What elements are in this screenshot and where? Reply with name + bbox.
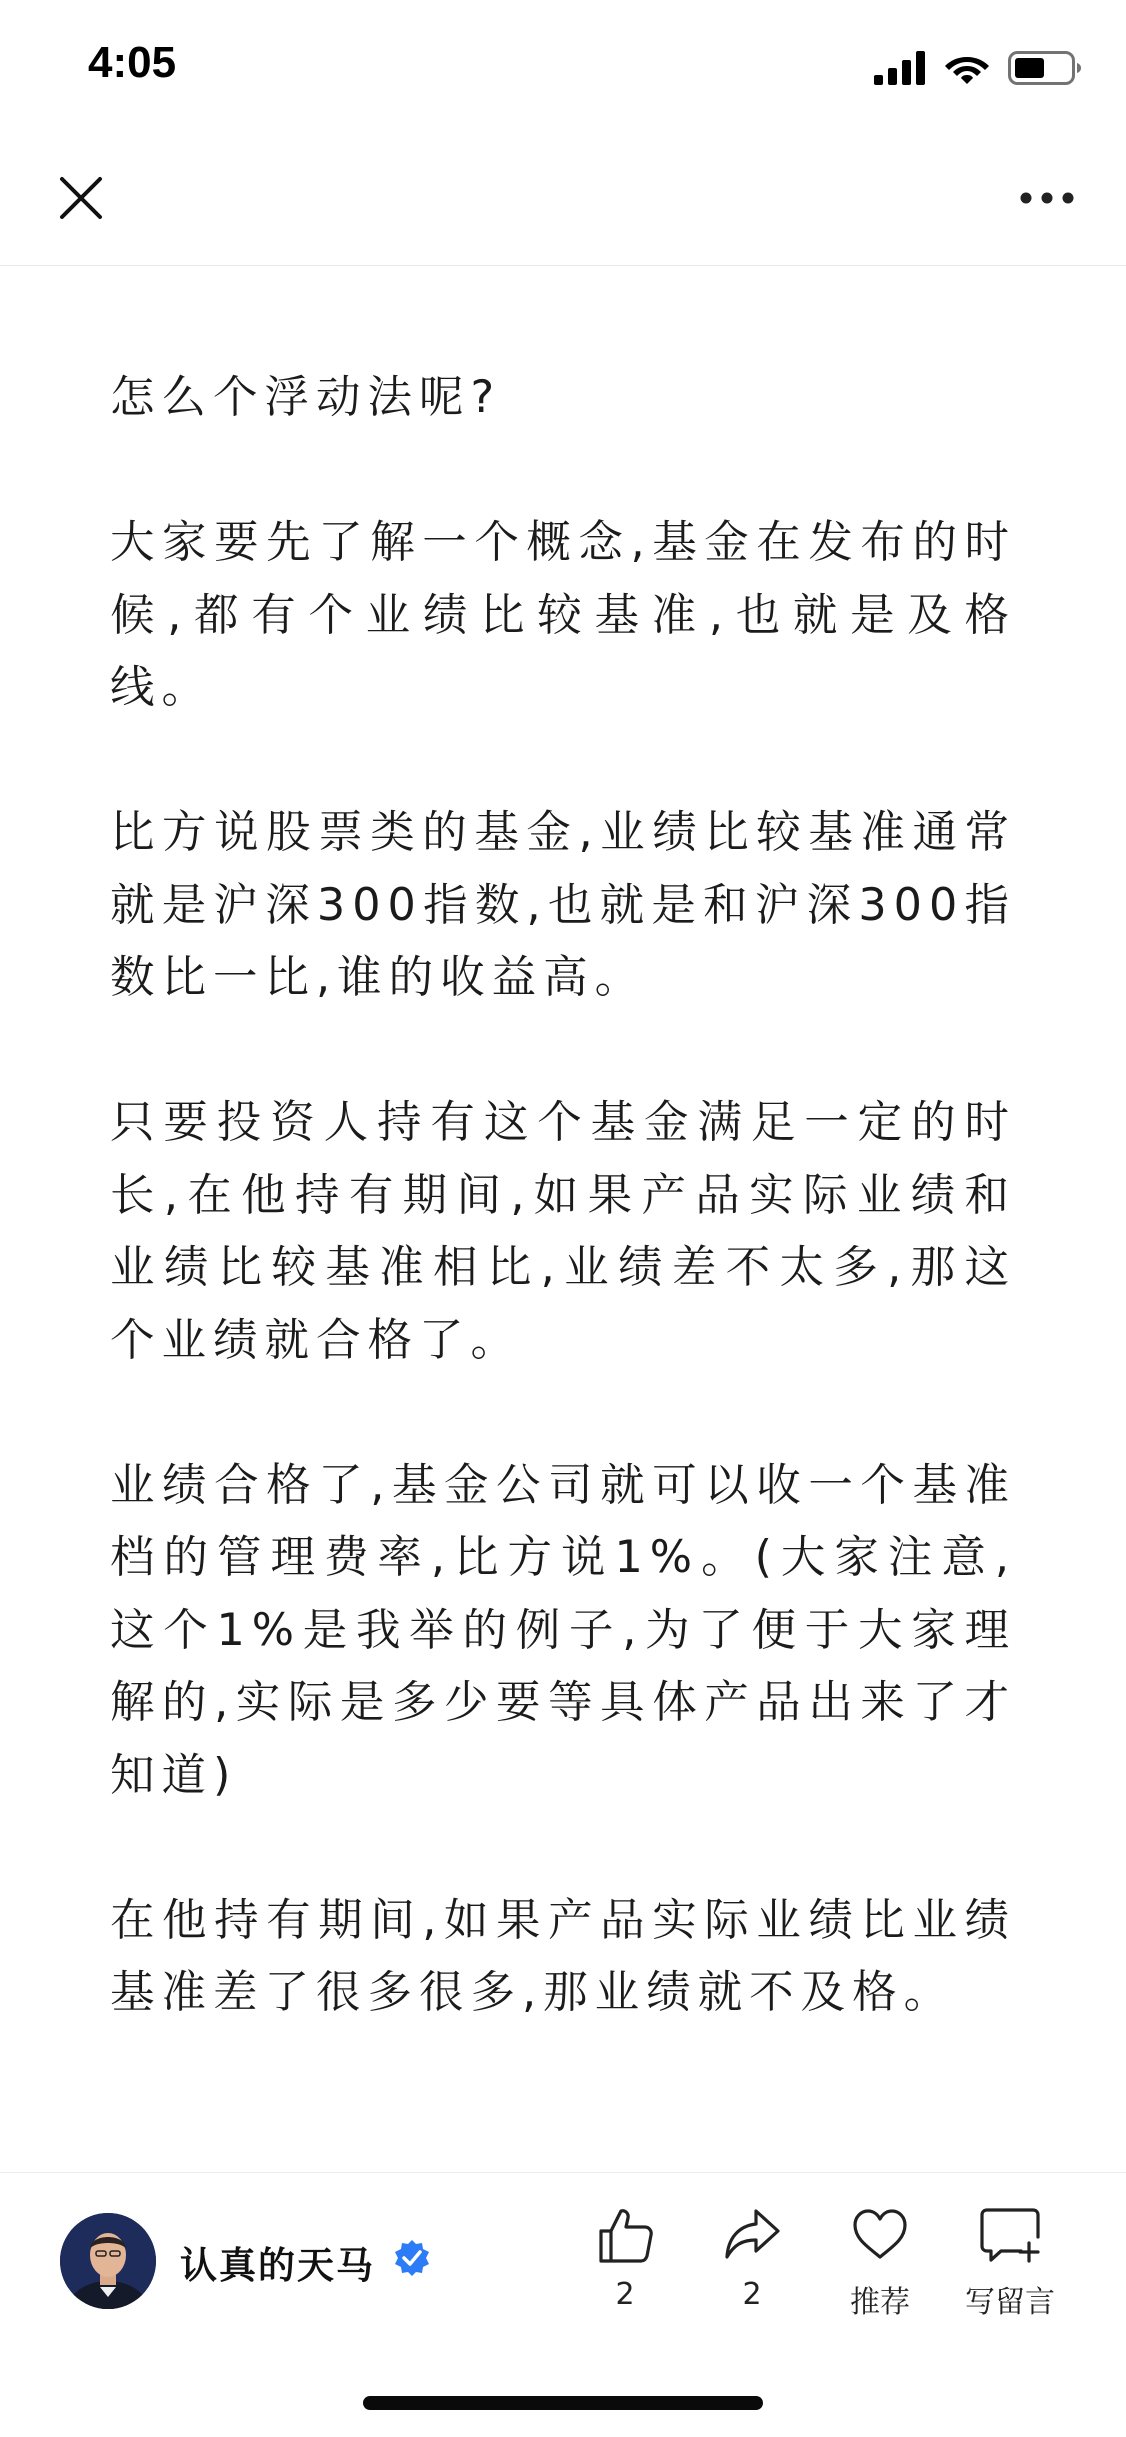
article-paragraph: 业绩合格了,基金公司就可以收一个基准档的管理费率,比方说1%。(大家注意,这个1%是我举的例子,为了便于大家理解的,实际是多少要等具体产品出来了才知道) — [110, 1459, 1016, 1801]
recommend-button[interactable] — [820, 2205, 940, 2335]
article-paragraph: 大家要先了解一个概念,基金在发布的时候,都有个业绩比较基准,也就是及格线。 — [110, 517, 1016, 713]
top-nav-bar — [0, 135, 1126, 266]
author-name[interactable]: 认真的天马 — [180, 2244, 375, 2287]
article-paragraph: 怎么个浮动法呢? — [110, 372, 502, 423]
article-paragraph: 比方说股票类的基金,业绩比较基准通常就是沪深300指数,也就是和沪深300指数比一比,谁的收益高。 — [110, 807, 1016, 1003]
close-button[interactable] — [50, 167, 112, 229]
recommend-label: 推荐 — [850, 2285, 910, 2320]
heart-icon — [850, 2205, 910, 2265]
article-paragraph: 只要投资人持有这个基金满足一定的时长,在他持有期间,如果产品实际业绩和业绩比较基准相比,业绩差不太多,那这个业绩就合格了。 — [110, 1097, 1016, 1366]
author-avatar[interactable] — [60, 2213, 156, 2309]
share-arrow-icon — [722, 2205, 782, 2265]
thumbs-up-icon — [595, 2205, 655, 2265]
more-icon — [1019, 191, 1075, 205]
write-comment-button[interactable] — [950, 2205, 1070, 2335]
cellular-signal-icon — [874, 51, 926, 85]
like-count: 2 — [615, 2277, 635, 2312]
close-icon — [59, 176, 103, 220]
write-comment-label: 写留言 — [965, 2285, 1055, 2320]
status-bar — [0, 0, 1126, 135]
more-options-button[interactable] — [1012, 167, 1082, 229]
status-icons — [874, 48, 1082, 88]
article-body — [110, 362, 1016, 2102]
home-indicator[interactable] — [363, 2396, 763, 2410]
avatar-image — [60, 2213, 156, 2309]
share-button[interactable] — [692, 2205, 812, 2335]
verified-badge-icon — [393, 2239, 431, 2277]
share-count: 2 — [742, 2277, 762, 2312]
article-paragraph: 在他持有期间,如果产品实际业绩比业绩基准差了很多很多,那业绩就不及格。 — [110, 1894, 1016, 2018]
status-time: 4:05 — [88, 38, 177, 87]
comment-add-icon — [979, 2205, 1041, 2265]
like-button[interactable] — [565, 2205, 685, 2335]
wifi-icon — [944, 51, 990, 85]
battery-icon — [1008, 51, 1082, 85]
